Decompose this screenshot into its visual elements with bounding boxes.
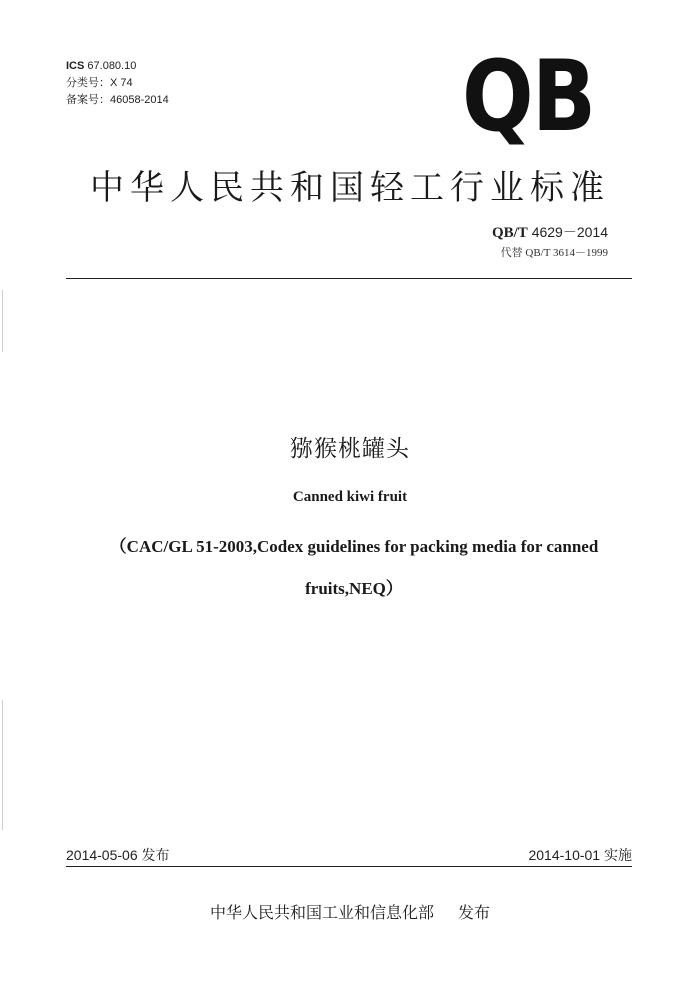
issuing-authority — [0, 900, 700, 923]
standard-number — [492, 222, 608, 242]
bottom-divider — [66, 866, 632, 867]
ics-label: ICS — [66, 60, 85, 72]
implementation-date: 2014-10-01 实施 — [528, 847, 632, 863]
record-line — [66, 92, 169, 109]
scan-edge-mark-bottom — [2, 700, 3, 830]
scan-edge-mark-top — [2, 290, 3, 352]
document-title-english: Canned kiwi fruit — [292, 489, 408, 505]
record-label: 备案号： — [66, 94, 110, 106]
replaces-standard: 代替 QB/T 3614－1999 — [500, 247, 608, 259]
standard-number-value: 4629－2014 — [531, 224, 608, 240]
adoption-line-2: fruits,NEQ） — [305, 579, 403, 598]
document-title-chinese: 猕猴桃罐头 — [290, 436, 410, 462]
issuing-standard-category: 中华人民共和国轻工行业标准 — [90, 168, 610, 208]
issuer-action: 发布 — [458, 903, 491, 922]
classification-label: 分类号： — [66, 77, 110, 89]
classification-line — [66, 75, 169, 92]
standard-code: QB/T — [491, 225, 528, 241]
ics-value: 67.080.10 — [87, 60, 137, 72]
ics-line — [66, 58, 169, 75]
issue-date: 2014-05-06 发布 — [66, 847, 170, 863]
classification-value: X 74 — [110, 77, 133, 89]
issuer-name: 中华人民共和国工业和信息化部 — [209, 903, 434, 922]
adoption-line-1: （CAC/GL 51-2003,Codex guidelines for packing media for canned — [109, 537, 599, 556]
qb-logo: QB — [462, 40, 595, 154]
top-divider — [66, 278, 632, 279]
adoption-reference — [74, 526, 634, 610]
document-metadata — [66, 58, 169, 109]
record-value: 46058-2014 — [110, 94, 169, 106]
